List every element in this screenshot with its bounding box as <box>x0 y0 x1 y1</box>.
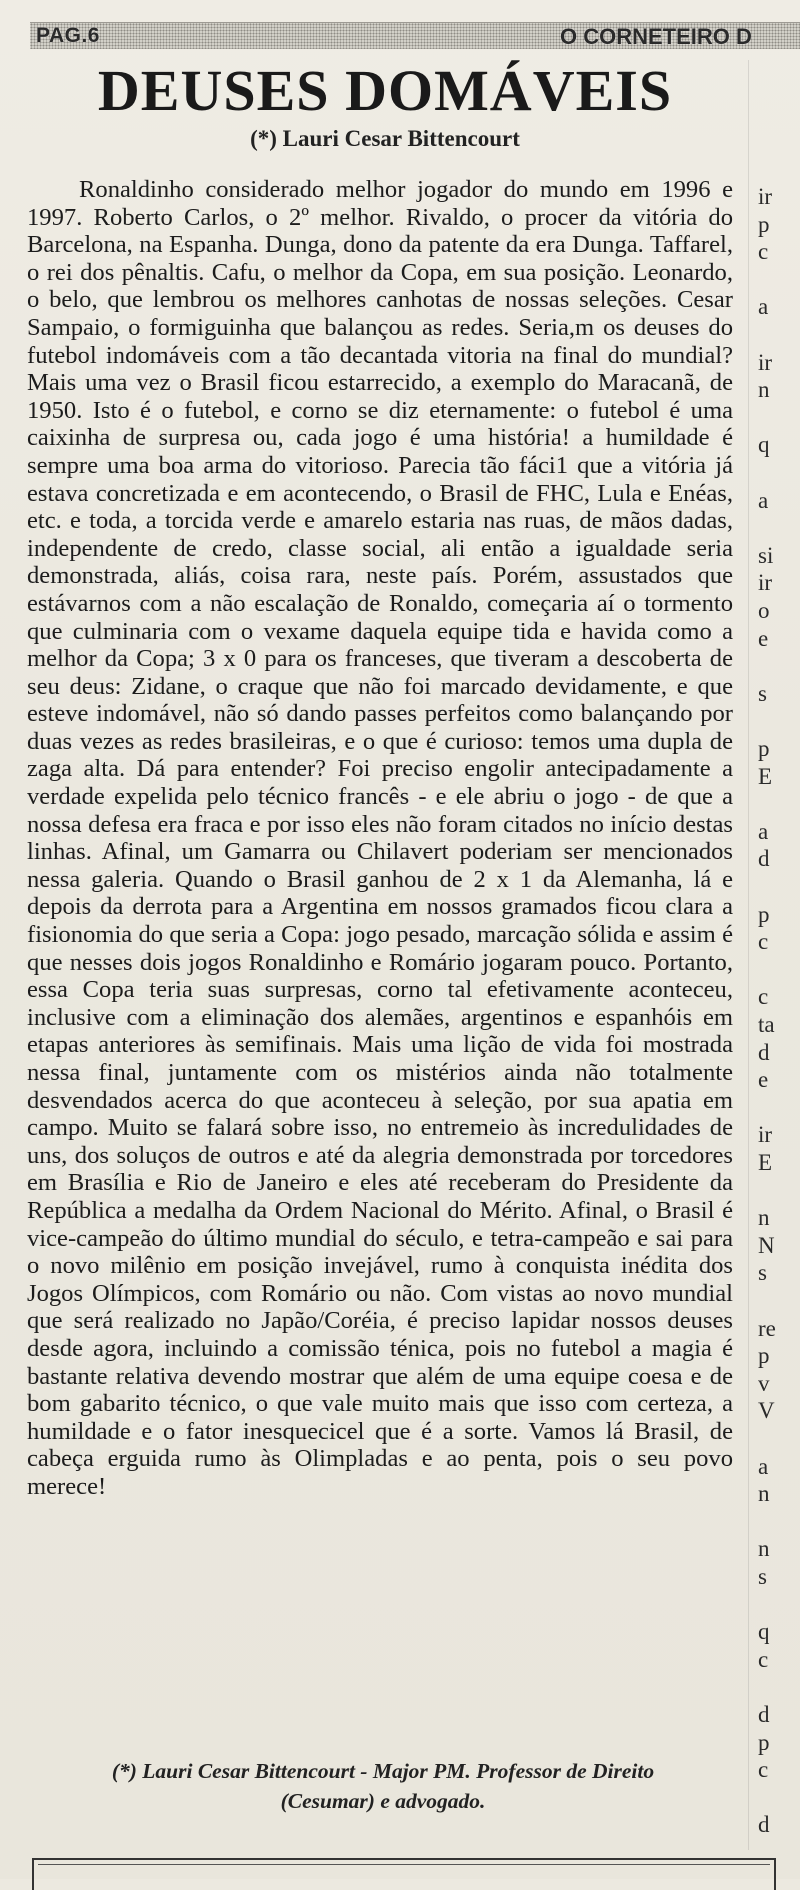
column-fragment: ir <box>758 184 773 209</box>
column-fragment: o <box>758 598 770 623</box>
column-fragment: n <box>758 1481 770 1507</box>
column-fragment: a <box>758 1453 769 1479</box>
column-fragment: ta <box>758 1012 775 1037</box>
column-fragment: c <box>758 1757 769 1783</box>
column-fragment: c <box>758 239 769 265</box>
column-fragment: n <box>758 1536 770 1562</box>
column-fragment: E <box>758 1150 773 1175</box>
adjacent-column-fragments <box>752 170 800 1860</box>
column-fragment: V <box>758 1398 775 1424</box>
column-fragment: d <box>758 1812 770 1838</box>
column-fragment: e <box>758 1067 769 1093</box>
author-footnote <box>30 1756 736 1816</box>
column-fragment: d <box>758 1702 770 1727</box>
column-fragment: n <box>758 1205 770 1231</box>
column-fragment: ir <box>758 1122 773 1148</box>
column-fragment: d <box>758 846 770 872</box>
column-fragment: p <box>758 901 770 927</box>
column-fragment: p <box>758 1729 770 1755</box>
footnote-line-2: (Cesumar) e advogado. <box>280 1789 486 1813</box>
column-fragment: p <box>758 211 770 237</box>
column-fragment: c <box>758 984 769 1010</box>
column-fragment: a <box>758 487 769 513</box>
column-fragment: ir <box>758 570 773 596</box>
column-fragment: ir <box>758 349 773 375</box>
column-fragment: re <box>758 1315 776 1341</box>
column-fragment: si <box>758 542 774 568</box>
article-byline: (*) Lauri Cesar Bittencourt <box>250 126 520 151</box>
column-fragment: s <box>758 1260 767 1286</box>
article-body: Ronaldinho considerado melhor jogador do mundo em 1996 e 1997. Roberto Carlos, o 2º melhor. Rivaldo, o procer da vitória do Barcelona, na Espanha. Dunga, dono da patente da era Dunga. Taffarel, o rei dos pênaltis. Cafu, o melhor da Copa, em sua posição. Leonardo, o belo, que lembrou os melhores canhotas de nossas seleções. Cesar Sampaio, o formiguinha que balançou as redes. Seria,m os deuses do futebol indomáveis com a tão decantada vitoria na final do mundial? Mais uma vez o Brasil ficou estarrecido, a exemplo do Maracanã, de 1950. Isto é o futebol, e corno se diz eternamente: o futebol é uma caixinha de surpresa ou, cada jogo é uma história! a humildade é sempre uma boa arma do vitorioso. Parecia tão fáci1 que a vitória já estava concretizada e em acontecendo, o Brasil de FHC, Lula e Enéas, etc. e toda, a torcida verde e amarelo estaria nas ruas, de mãos dadas, independente de credo, classe social, ali então a igualdade seria demonstrada, aliás, coisa rara, neste país. Porém, assustados que estávarnos com a não escalação de Ronaldo, começaria aí o tormento que culminaria com o vexame daquela equipe tida e havida como a melhor da Copa; 3 x 0 para os franceses, que tiveram a descoberta de seu deus: Zidane, o craque que não foi marcado devidamente, e que esteve indomável, não só dando passes perfeitos como balançando por duas vezes as redes brasileiras, e o que é curioso: temos uma dupla de zaga alta. Dá para entender? Foi preciso engolir antecipadamente a verdade expelida pelo técnico francês - e ele abriu o jogo - de que a nossa defesa era fraca e por isso eles não foram citados no início destas linhas. Afinal, um Gamarra ou Chilavert poderiam ser mencionados nessa galeria. Quando o Brasil ganhou de 2 x 1 da Alemanha, lá e depois da derrota para a Argentina em nossos gramados ficou clara a fisionomia do que seria a Copa: jogo pesado, marcação sólida e assim é que nesses dois jogos Ronaldinho e Romário jogaram pouco. Portanto, essa Copa teria suas surpresas, corno tal efetivamente aconteceu, inclusive com a eliminação dos alemães, argentinos e espanhóis em etapas anteriores às semifinais. Mais uma lição de vida foi mostrada nessa final, juntamente com os mistérios ainda não totalmente desvendados acerca do que aconteceu à seleção, por sua apatia em campo. Muito se falará sobre isso, no entremeio às incredulidades de uns, dos soluços de outros e até da alegria demonstrada por torcedores em Brasília e Rio de Janeiro e eles até receberam do Presidente da República a medalha da Ordem Nacional do Mérito. Afinal, o Brasil é vice-campeão do último mundial do século, e tetra-campeão e sai para o novo milênio em posição invejável, rumo à conquista inédita dos Jogos Olímpicos, com Romário ou não. Com vistas ao novo mundial que será realizado no Japão/Coréia, é preciso lapidar nossos deuses desde agora, incluindo a comissão ténica, pois no futebol a magia é bastante relativa devendo mostrar que além de uma equipe coesa e de bom gabarito técnico, o que vale muito mais que isso com certeza, a humildade e o fator inesquecicel que é a sorte. Vamos lá Brasil, de cabeça erguida rumo às Olimpladas e ao penta, pois o seu povo merece! <box>27 176 733 1500</box>
column-fragment: s <box>758 680 767 706</box>
column-fragment: n <box>758 377 770 403</box>
column-fragment: q <box>758 1619 770 1645</box>
column-fragment: d <box>758 1039 770 1065</box>
column-fragment: c <box>758 929 769 955</box>
column-fragment: a <box>758 818 769 844</box>
page-number: PAG.6 <box>36 24 100 47</box>
column-fragment: v <box>758 1370 770 1396</box>
column-fragment: s <box>758 1564 767 1589</box>
footnote-line-1: (*) Lauri Cesar Bittencourt - Major PM. Professor de Direito <box>111 1759 655 1783</box>
bottom-box-border <box>32 1858 776 1890</box>
article-title: DEUSES DOMÁVEIS <box>97 58 673 123</box>
column-fragment: N <box>758 1232 775 1258</box>
column-divider <box>748 60 749 1850</box>
column-fragment: p <box>758 1343 770 1369</box>
column-fragment: a <box>758 294 769 320</box>
column-fragment: E <box>758 763 773 789</box>
column-fragment: c <box>758 1646 769 1672</box>
newspaper-name: O CORNETEIRO D <box>560 24 752 49</box>
column-fragment: p <box>758 736 770 761</box>
column-fragment: e <box>758 625 769 651</box>
column-fragment: q <box>758 432 770 458</box>
